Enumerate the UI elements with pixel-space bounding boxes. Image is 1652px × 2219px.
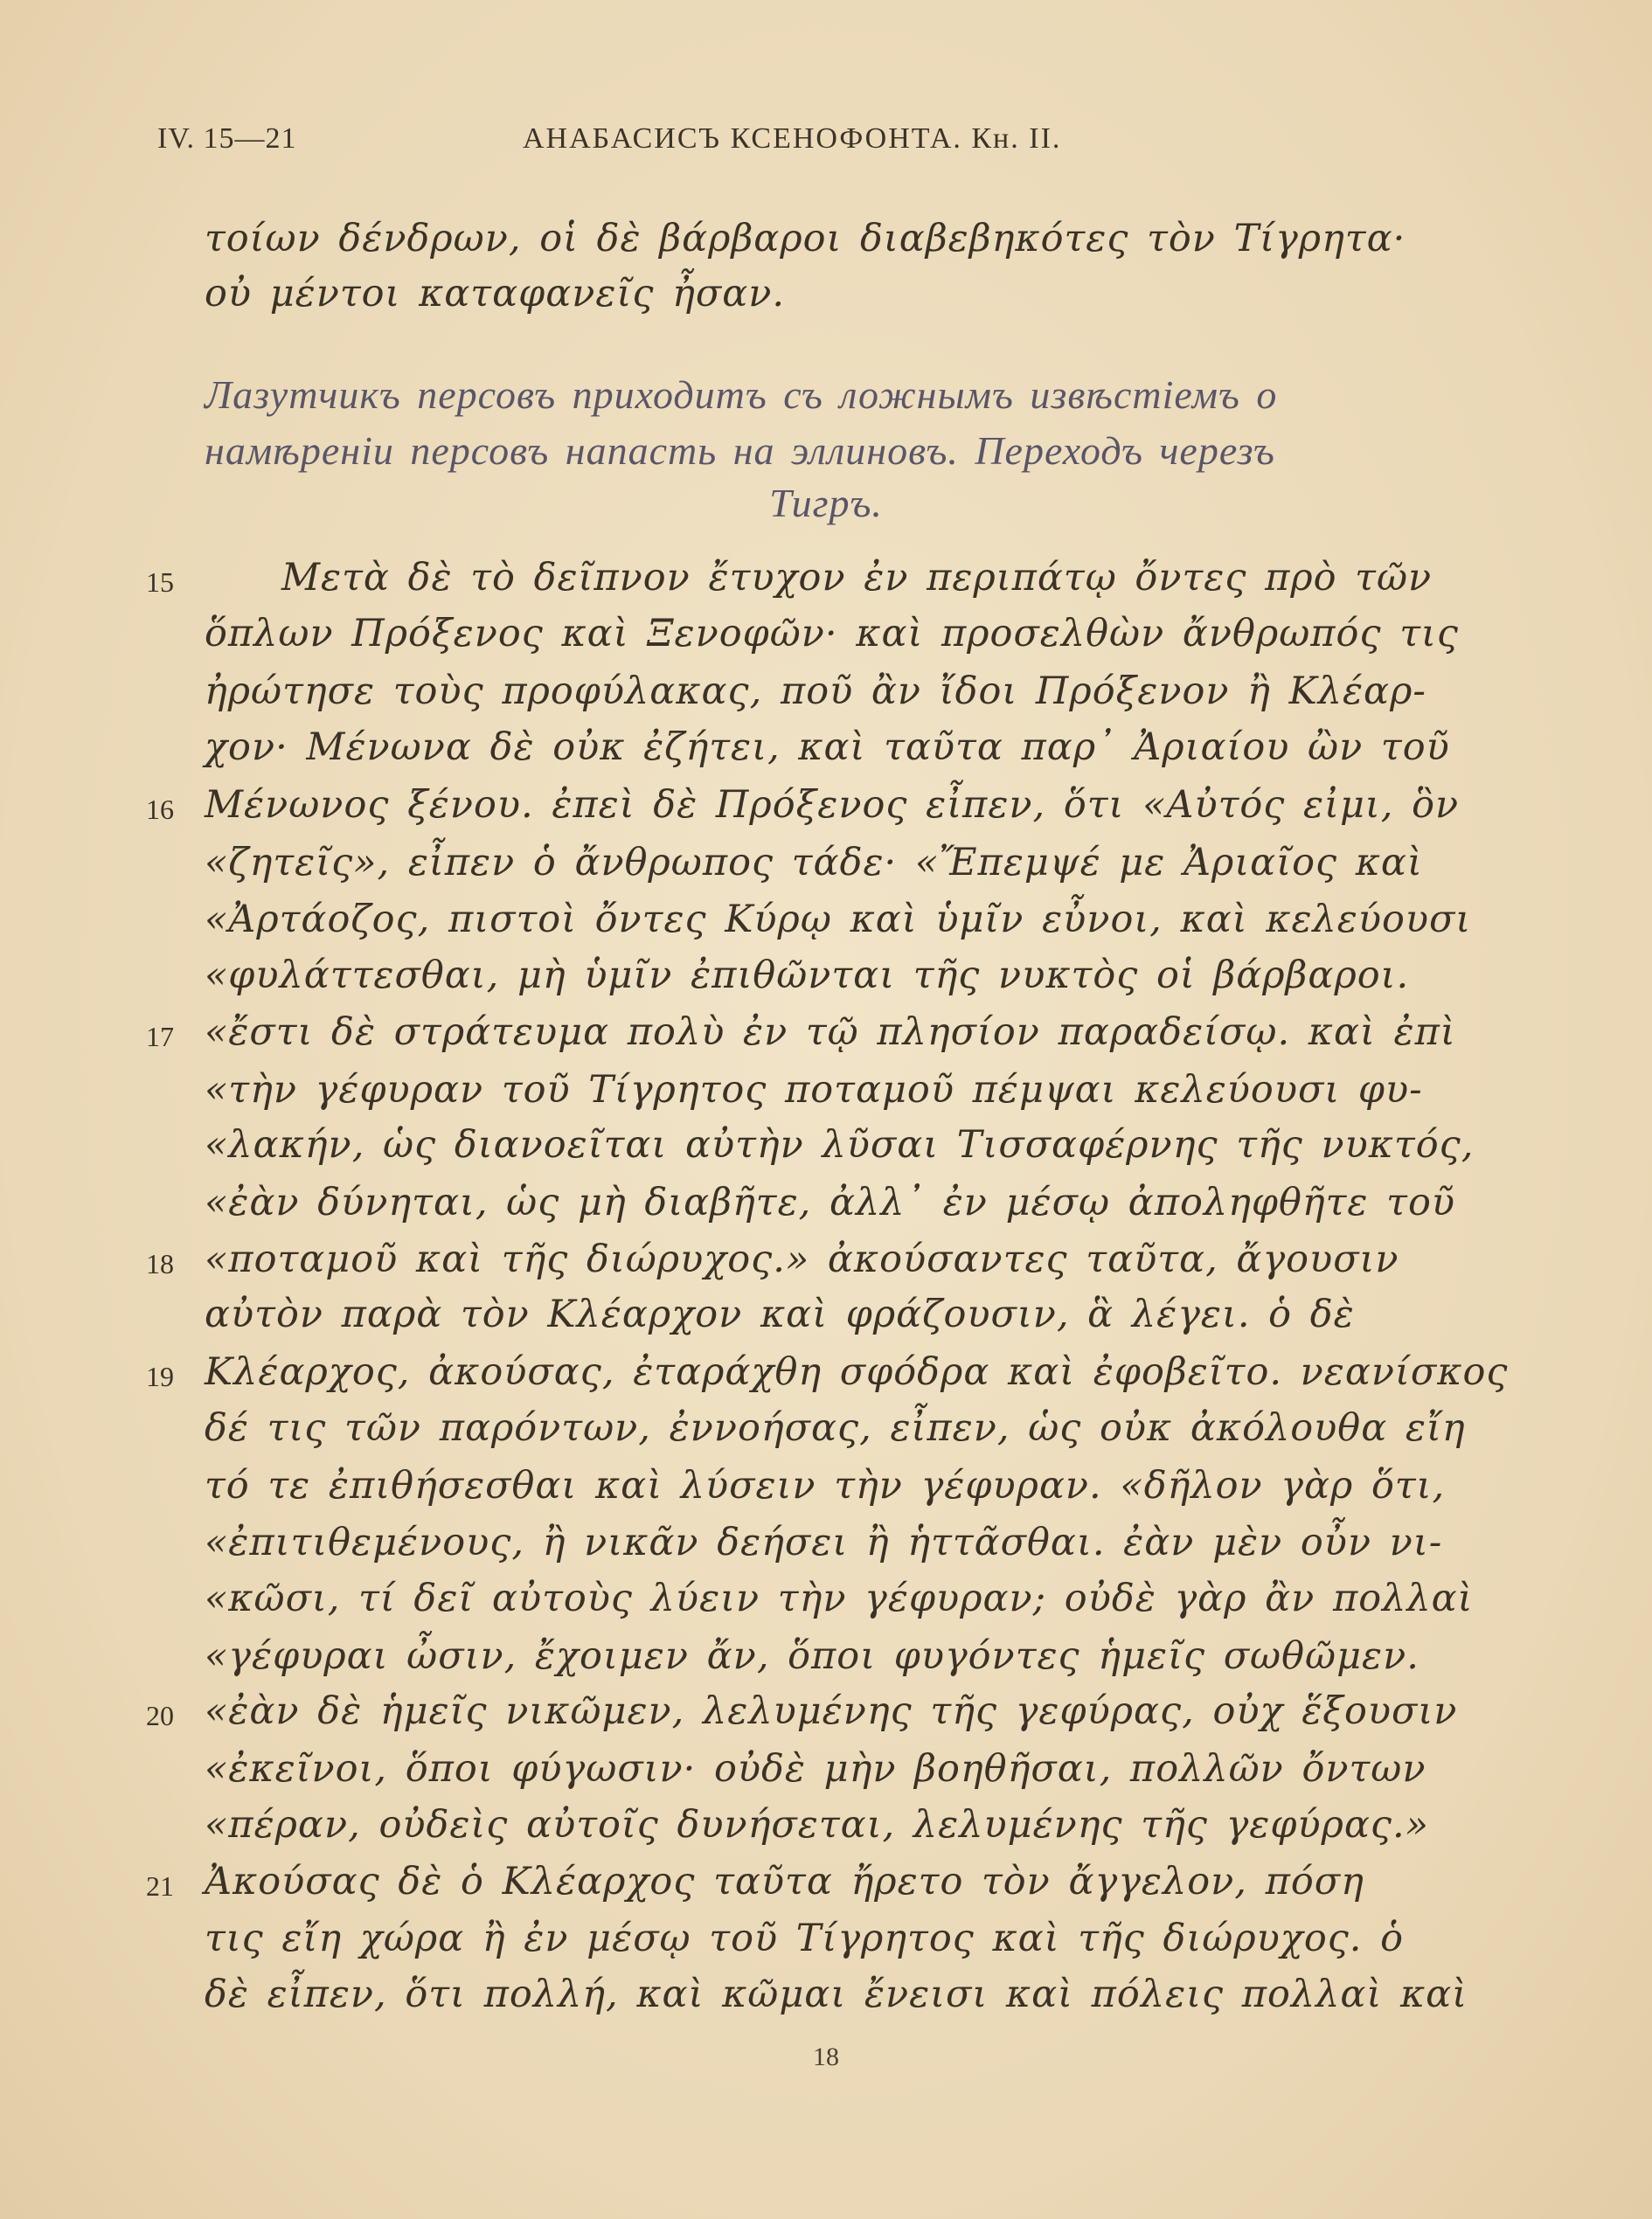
text-line: αὐτὸν παρὰ τὸν Κλέαρχον καὶ φράζουσιν, ἃ λέγει. ὁ δὲ — [205, 1293, 1355, 1336]
section-number: 17 — [146, 1021, 174, 1052]
section-number: 19 — [146, 1361, 174, 1392]
text-line: χον· Μένωνα δὲ οὐκ ἐζήτει, καὶ ταῦτα παρ᾽ Ἀριαίου ὢν τοῦ — [205, 725, 1450, 769]
text-line: Ἀκούσας δὲ ὁ Κλέαρχος ταῦτα ἤρετο τὸν ἄγγελον, πόση — [205, 1860, 1364, 1903]
chapter-reference: IV. 15—21 — [157, 122, 297, 155]
text-line: οὐ μέντοι καταφανεῖς ἦσαν. — [205, 272, 786, 316]
section-number: 15 — [146, 566, 174, 598]
text-line: «ἐὰν δὲ ἡμεῖς νικῶμεν, λελυμένης τῆς γεφύρας, οὐχ ἕξουσιν — [205, 1689, 1458, 1733]
text-line: τό τε ἐπιθήσεσθαι καὶ λύσειν τὴν γέφυραν. «δῆλον γὰρ ὅτι, — [205, 1464, 1446, 1508]
text-line: τοίων δένδρων, οἱ δὲ βάρβαροι διαβεβηκότες τὸν Τίγρητα· — [205, 217, 1406, 260]
section-heading-line: Лазутчикъ персовъ приходитъ съ ложнымъ извѣстіемъ о — [205, 372, 1278, 417]
text-line: Κλέαρχος, ἀκούσας, ἐταράχθη σφόδρα καὶ ἐφοβεῖτο. νεανίσκος — [205, 1350, 1509, 1394]
text-line: δὲ εἶπεν, ὅτι πολλή, καὶ κῶμαι ἔνεισι καὶ πόλεις πολλαὶ καὶ — [205, 1973, 1468, 2016]
section-number: 16 — [146, 794, 174, 825]
section-heading-line: намѣреніи персовъ напасть на эллиновъ. Переходъ черезъ — [205, 428, 1275, 473]
text-line: δέ τις τῶν παρόντων, ἐννοήσας, εἶπεν, ὡς οὐκ ἀκόλουθα εἴη — [205, 1406, 1466, 1450]
text-line: Μένωνος ξένου. ἐπεὶ δὲ Πρόξενος εἶπεν, ὅτι «Αὐτός εἰμι, ὃν — [205, 783, 1460, 827]
text-line: «ἐὰν δύνηται, ὡς μὴ διαβῆτε, ἀλλ᾽ ἐν μέσῳ ἀποληφθῆτε τοῦ — [205, 1181, 1455, 1224]
text-line: Μετὰ δὲ τὸ δεῖπνον ἔτυχον ἐν περιπάτῳ ὄντες πρὸ τῶν — [281, 556, 1433, 600]
section-heading-line: Тигръ. — [769, 481, 883, 525]
section-number: 20 — [146, 1700, 174, 1731]
text-line: «τὴν γέφυραν τοῦ Τίγρητος ποταμοῦ πέμψαι κελεύουσι φυ- — [205, 1068, 1423, 1112]
text-line: «ποταμοῦ καὶ τῆς διώρυχος.» ἀκούσαντες ταῦτα, ἄγουσιν — [205, 1238, 1399, 1281]
text-line: ἠρώτησε τοὺς προφύλακας, ποῦ ἂν ἴδοι Πρόξενον ἢ Κλέαρ- — [205, 669, 1426, 713]
text-line: «πέραν, οὐδεὶς αὐτοῖς δυνήσεται, λελυμένης τῆς γεφύρας.» — [205, 1803, 1429, 1847]
text-line: «λακήν, ὡς διανοεῖται αὐτὴν λῦσαι Τισσαφέρνης τῆς νυκτός, — [205, 1123, 1475, 1167]
text-line: «ἔστι δὲ στράτευμα πολὺ ἐν τῷ πλησίον παραδείσῳ. καὶ ἐπὶ — [205, 1010, 1456, 1054]
text-line: τις εἴη χώρα ἢ ἐν μέσῳ τοῦ Τίγρητος καὶ τῆς διώρυχος. ὁ — [205, 1917, 1405, 1960]
running-header — [157, 122, 1503, 157]
text-line: «γέφυραι ὦσιν, ἔχοιμεν ἄν, ὅποι φυγόντες ἡμεῖς σωθῶμεν. — [205, 1634, 1419, 1678]
text-line: «Ἀρτάοζος, πιστοὶ ὄντες Κύρῳ καὶ ὑμῖν εὖνοι, καὶ κελεύουσι — [205, 898, 1472, 941]
book-title: АНАБАСИСЪ КСЕНОФОНТА. Кн. II. — [523, 122, 1062, 155]
text-line: «ἐπιτιθεμένους, ἢ νικᾶν δεήσει ἢ ἡττᾶσθαι. ἐὰν μὲν οὖν νι- — [205, 1521, 1443, 1564]
text-line: «φυλάττεσθαι, μὴ ὑμῖν ἐπιθῶνται τῆς νυκτὸς οἱ βάρβαροι. — [205, 953, 1410, 997]
page-number: 18 — [813, 2042, 839, 2071]
text-line: «ἐκεῖνοι, ὅποι φύγωσιν· οὐδὲ μὴν βοηθῆσαι, πολλῶν ὄντων — [205, 1747, 1426, 1791]
text-line: «κῶσι, τί δεῖ αὐτοὺς λύειν τὴν γέφυραν; οὐδὲ γὰρ ἂν πολλαὶ — [205, 1577, 1474, 1620]
section-number: 18 — [146, 1248, 174, 1279]
text-line: ὅπλων Πρόξενος καὶ Ξενοφῶν· καὶ προσελθὼν ἄνθρωπός τις — [205, 612, 1459, 655]
section-number: 21 — [146, 1870, 174, 1902]
text-line: «ζητεῖς», εἶπεν ὁ ἄνθρωπος τάδε· «Ἔπεμψέ με Ἀριαῖος καὶ — [205, 841, 1423, 884]
